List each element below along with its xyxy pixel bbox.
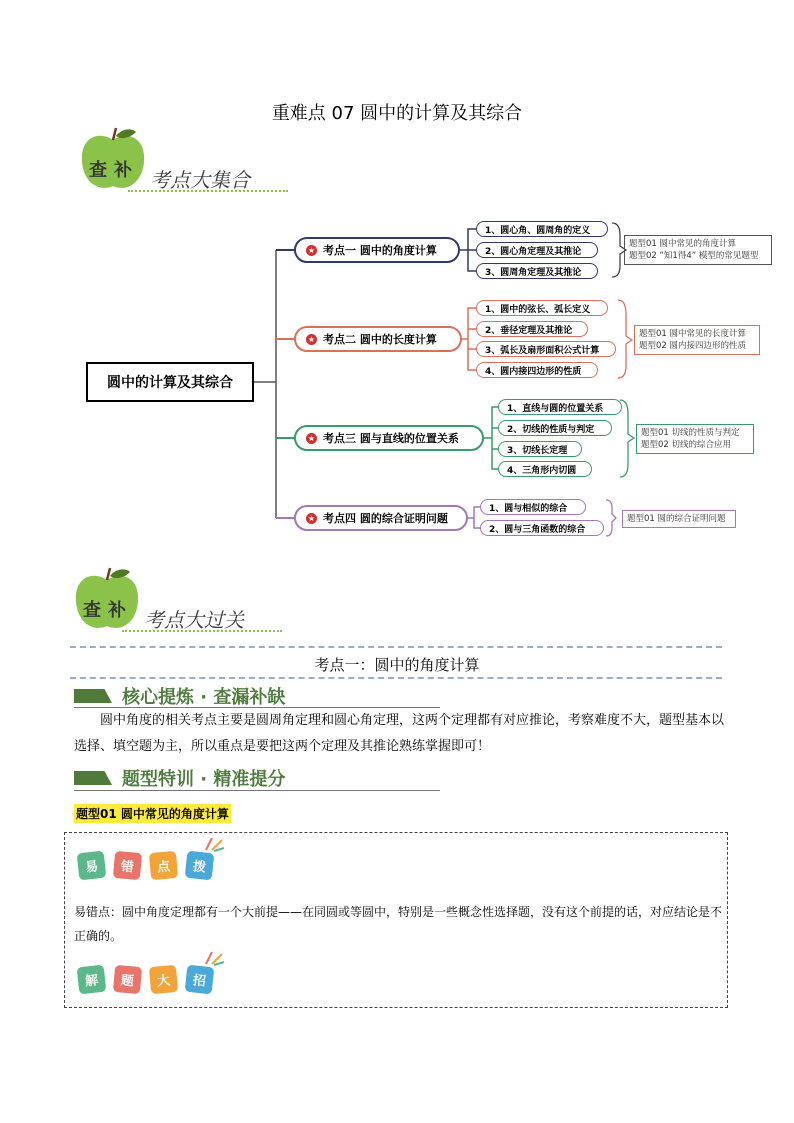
branch-3-sub-3: 3、切线长定理 <box>498 441 582 457</box>
training-heading-text: 题型特训 · 精准提分 <box>122 769 286 790</box>
branch-1-label: 考点一 圆中的角度计算 <box>323 244 437 257</box>
branch-3-types <box>636 424 754 454</box>
branch-2 <box>294 326 462 352</box>
branch-2-sub-1: 1、圆中的弦长、弧长定义 <box>476 300 608 316</box>
tile-da: 大 <box>149 965 178 994</box>
section-title: 考点一：圆中的角度计算 <box>314 656 480 674</box>
branch-1-types <box>624 235 772 265</box>
branch-4-sub-1: 1、圆与相似的综合 <box>480 499 586 515</box>
branch-3-sub-1: 1、直线与圆的位置关系 <box>498 399 622 415</box>
badge-char-2: 补 <box>114 160 132 181</box>
branch-2-types <box>634 325 760 355</box>
training-heading <box>74 765 285 791</box>
type-01-label: 题型01 圆中常见的角度计算 <box>74 804 231 823</box>
branch-2-sub-4: 4、圆内接四边形的性质 <box>476 362 598 378</box>
badge-label: 考点大集合 <box>150 168 250 192</box>
branch-4-label: 考点四 圆的综合证明问题 <box>323 512 448 525</box>
branch-3 <box>294 425 484 451</box>
training-heading-rule <box>74 790 440 791</box>
core-paragraph: 圆中角度的相关考点主要是圆周角定理和圆心角定理，这两个定理都有对应推论，考察难度不大，题型基本以选择、填空题为主，所以重点是要把这两个定理及其推论熟练掌握即可！ <box>74 713 725 754</box>
branch-3-sub-2: 2、切线的性质与判定 <box>498 420 612 436</box>
star-icon: ★ <box>307 513 316 523</box>
branch-2-type-2: 题型02 圆内接四边形的性质 <box>639 341 747 351</box>
page-title: 重难点 07 圆中的计算及其综合 <box>271 103 523 124</box>
heading-bar-icon <box>74 771 112 785</box>
branch-2-sub-3: 3、弧长及扇形面积公式计算 <box>476 341 616 357</box>
mindmap-root: 圆中的计算及其综合 <box>86 362 254 402</box>
branch-1 <box>294 237 460 263</box>
apple-badge-2 <box>72 566 292 636</box>
section-divider-top <box>70 646 722 648</box>
sparkle-icon <box>204 948 226 966</box>
branch-1-type-2: 题型02 “知1得4” 模型的常见题型 <box>629 251 759 261</box>
star-icon: ★ <box>307 433 316 443</box>
branch-1-sub-3: 3、圆周角定理及其推论 <box>476 263 598 279</box>
badge-label: 考点大过关 <box>144 608 244 632</box>
badge-char-1: 查 <box>83 600 101 621</box>
tile-bo: 拨 <box>185 851 215 881</box>
tile-dian: 点 <box>149 851 178 880</box>
core-heading <box>74 683 285 709</box>
tile-jie: 解 <box>77 965 107 995</box>
badge-char-1: 查 <box>89 160 107 181</box>
branch-3-type-1: 题型01 切线的性质与判定 <box>641 428 740 438</box>
branch-2-sub-2: 2、垂径定理及其推论 <box>476 321 588 337</box>
branch-2-type-1: 题型01 圆中常见的长度计算 <box>639 329 747 339</box>
section-divider-bottom <box>70 677 722 679</box>
core-heading-text: 核心提炼 · 查漏补缺 <box>122 687 286 708</box>
heading-bar-icon <box>74 689 112 703</box>
badge-char-2: 补 <box>108 600 126 621</box>
branch-3-label: 考点三 圆与直线的位置关系 <box>323 432 459 445</box>
branch-2-label: 考点二 圆中的长度计算 <box>323 333 437 346</box>
branch-1-sub-1: 1、圆心角、圆周角的定义 <box>476 221 608 237</box>
tile-zhao: 招 <box>185 965 215 995</box>
branch-1-sub-2: 2、圆心角定理及其推论 <box>476 242 598 258</box>
branch-3-sub-4: 4、三角形内切圆 <box>498 461 592 477</box>
branch-1-type-1: 题型01 圆中常见的角度计算 <box>629 239 737 249</box>
branch-3-type-2: 题型02 切线的综合应用 <box>641 440 732 450</box>
tile-cuo: 错 <box>113 851 142 880</box>
star-icon: ★ <box>307 245 316 255</box>
tile-yi: 易 <box>77 851 107 881</box>
badge-underline <box>122 630 282 632</box>
sparkle-icon <box>204 834 226 852</box>
branch-4-sub-2: 2、圆与三角函数的综合 <box>480 520 604 536</box>
branch-4-types <box>622 510 736 528</box>
error-tip-text: 易错点：圆中角度定理都有一个大前提——在同圆或等圆中，特别是一些概念性选择题，没有这个前提的话，对应结论是不正确的。 <box>74 905 723 943</box>
tile-ti: 题 <box>113 965 142 994</box>
branch-4-type-1: 题型01 圆的综合证明问题 <box>627 514 726 524</box>
branch-4 <box>294 505 468 531</box>
star-icon: ★ <box>307 334 316 344</box>
